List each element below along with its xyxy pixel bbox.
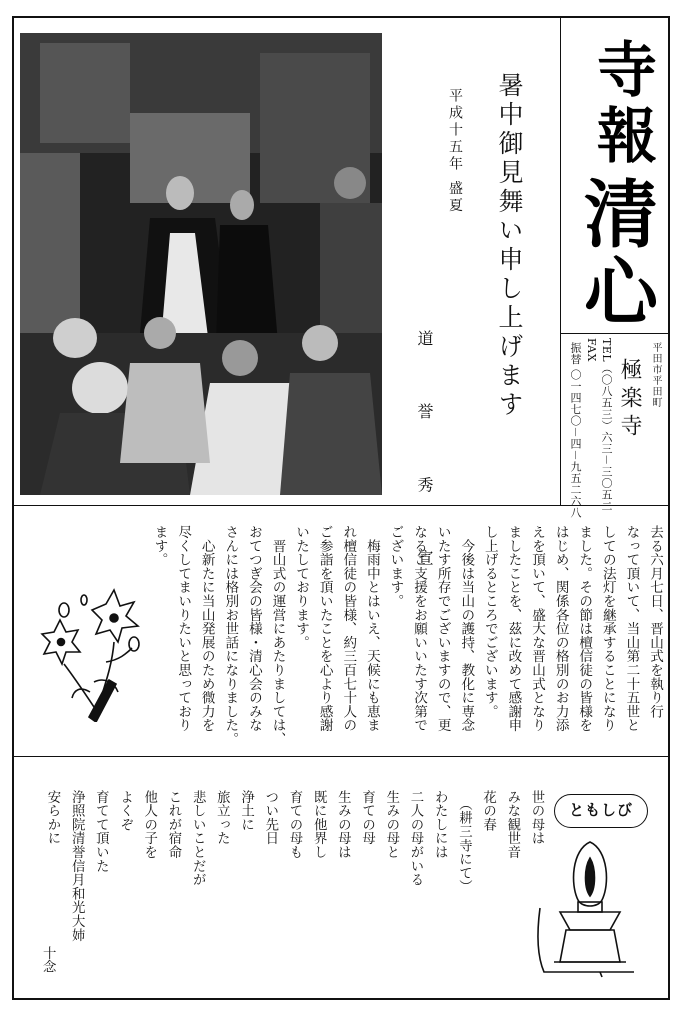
ceremony-photo	[20, 33, 382, 495]
temple-transfer: 振替 〇一四七〇－四－九五二六八	[569, 342, 582, 519]
temple-tel: TEL（〇八五三）六三－三〇五二	[600, 338, 613, 512]
tomoshibi-closing: 十念	[40, 946, 56, 974]
masthead-divider	[560, 18, 561, 505]
masthead-title-top: 寺報	[587, 38, 657, 170]
temple-name: 極楽寺	[617, 358, 642, 442]
masthead-bottom-rule	[560, 333, 668, 334]
tomoshibi-poem: 世の母は みな観世音 花の春 （耕三寺にて） わたしには 二人の母がいる 生みの母と 育ての母 生みの母は 既に他界し 育ての母も つい先日 浄土に 旅立った 悲しいことだが これが宿命 他人の子を よくぞ 育てて頂いた 浄照院清誉信月和光大姉 安らかに	[44, 790, 544, 942]
masthead-title-bottom: 清心	[572, 175, 658, 331]
greeting-signature: 道 誉 秀 宣	[415, 330, 434, 592]
section-divider-middle	[14, 756, 668, 757]
temple-fax: FAX	[585, 338, 598, 362]
greeting-date: 平成十五年 盛夏	[447, 88, 463, 215]
candle-lamp-illustration	[530, 838, 650, 978]
greeting-headline: 暑中御見舞い申し上げます	[495, 72, 524, 420]
tomoshibi-label: ともしび	[554, 794, 648, 828]
temple-address: 平田市平田町	[650, 342, 661, 408]
bellflower-illustration	[34, 582, 144, 722]
article-text: 去る六月七日、晋山式を執り行 なって頂いて、当山第二十五世と しての法灯を継承することになり ました。その節は檀信徒の皆様を はじめ、関係各位の格別のお力添 えを頂いて、盛大な晋山式となり ましたことを、茲に改めて感謝申 し上げるところでございます。 今後は当山の護持、教化に専念 いたす所存でございますので、更 なるご支援をお願いいたす次第で ございます。 梅雨中とはいえ、天候にも恵ま れ檀信徒の皆様、約三百七十人の ご参詣を頂いたことを心より感謝 いたしております。 晋山式の運営にあたりましては、 おてつぎ会の皆様・清心会のみな さんには格別お世話になりました。 心新たに当山発展のため微力を 尽くしてまいりたいと思っており ます。	[151, 525, 663, 746]
